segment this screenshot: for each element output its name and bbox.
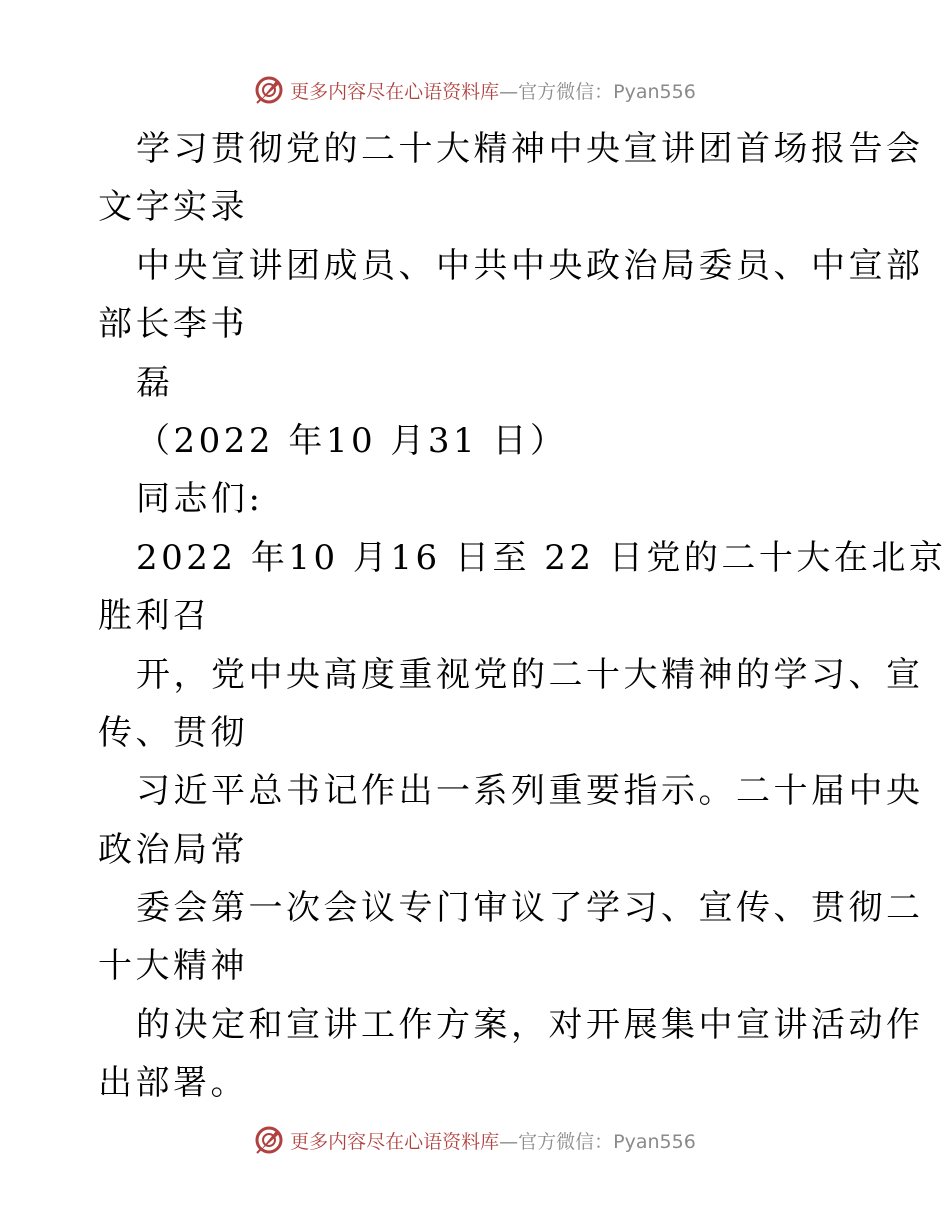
text-line: 政治局常: [98, 829, 248, 870]
text-line: 胜利召: [98, 596, 211, 637]
text-line: 出部署。: [98, 1063, 248, 1104]
banner-text-red: 更多内容尽在心语资料库: [290, 1130, 500, 1153]
text-line: 部长李书: [98, 304, 248, 345]
banner-text-red: 更多内容尽在心语资料库: [290, 80, 500, 103]
text-line: 中央宣讲团成员、中共中央政治局委员、中宣部: [136, 245, 924, 286]
header-banner: [0, 70, 950, 110]
text-line: 2022 年10 月16 日至 22 日党的二十大在北京: [136, 537, 947, 578]
text-line: 十大精神: [98, 946, 248, 987]
banner-text: [290, 1127, 696, 1154]
text-line: 磊: [136, 362, 174, 403]
text-line: 文字实录: [98, 187, 248, 228]
text-line: 开，党中央高度重视党的二十大精神的学习、宣: [136, 654, 924, 695]
text-line: 同志们:: [136, 479, 264, 520]
quill-logo-icon: [254, 1125, 284, 1155]
text-line: 的决定和宣讲工作方案，对开展集中宣讲活动作: [136, 1004, 924, 1045]
banner-text-grey: —官方微信：Pyan556: [499, 80, 696, 103]
banner-text: [290, 77, 696, 104]
text-line: 习近平总书记作出一系列重要指示。二十届中央: [136, 771, 924, 812]
document-body: [98, 120, 947, 1113]
quill-logo-icon: [254, 75, 284, 105]
text-line: （2022 年10 月31 日）: [136, 420, 568, 461]
text-line: 学习贯彻党的二十大精神中央宣讲团首场报告会: [136, 129, 924, 169]
footer-banner: [0, 1120, 950, 1160]
text-line: 委会第一次会议专门审议了学习、宣传、贯彻二: [136, 888, 924, 929]
banner-text-grey: —官方微信：Pyan556: [499, 1130, 696, 1153]
text-line: 传、贯彻: [98, 712, 248, 753]
